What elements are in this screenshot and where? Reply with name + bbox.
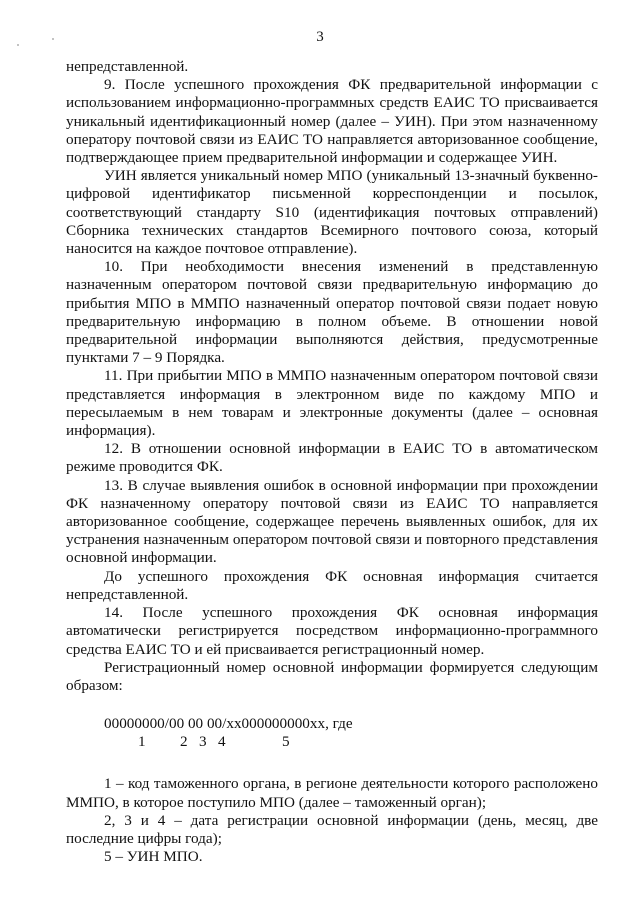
- reg-number-indices: [66, 733, 598, 755]
- legend-item-1: 1 – код таможенного органа, в регионе деятельности которого расположено ММПО, в которое поступило МПО (далее – таможенный орган);: [66, 775, 598, 811]
- spacer: [66, 755, 598, 775]
- legend-item-5: 5 – УИН МПО.: [104, 848, 203, 866]
- page-number: 3: [316, 29, 324, 45]
- paragraph-continuation: непредставленной.: [66, 58, 189, 75]
- index-2: 2: [180, 733, 188, 751]
- paragraph-reg-number-intro: Регистрационный номер основной информации формируется следующим образом:: [66, 658, 598, 694]
- paragraph-item-13-note: До успешного прохождения ФК основная информация считается непредставленной.: [66, 567, 598, 603]
- index-5: 5: [282, 733, 290, 751]
- reg-number-format: 00000000/00 00 00/хх000000000хх, где: [104, 715, 353, 733]
- spacer: [66, 695, 598, 715]
- legend-item-2-3-4: 2, 3 и 4 – дата регистрации основной информации (день, месяц, две последние цифры года);: [66, 811, 598, 847]
- paragraph-uin-definition: УИН является уникальный номер МПО (уникальный 13-значный буквенно-цифровой идентификатор письменной корреспонденции и посылок, соответствующий стандарту S10 (идентификация почтовых отправлений) Сборника технических стандартов Всемирного почтового союза, который наносится на каждое почтовое отправление).: [66, 167, 598, 258]
- paragraph-item-12: 12. В отношении основной информации в ЕАИС ТО в автоматическом режиме проводится ФК.: [66, 440, 598, 476]
- paragraph-item-14: 14. После успешного прохождения ФК основная информация автоматически регистрируется посредством информационно-программного средства ЕАИС ТО и ей присваивается регистрационный номер.: [66, 604, 598, 658]
- paragraph-item-11: 11. При прибытии МПО в ММПО назначенным оператором почтовой связи представляется информация в электронном виде по каждому МПО и пересылаемым в нем товарам и электронные документы (далее – основная информация).: [66, 367, 598, 440]
- paragraph-item-13: 13. В случае выявления ошибок в основной информации при прохождении ФК назначенному оператору почтовой связи из ЕАИС ТО направляется авторизованное сообщение, содержащее перечень выявленных ошибок, для их устранения назначенным оператором почтовой связи и повторного представления основной информации.: [66, 476, 598, 567]
- paragraph-item-9: 9. После успешного прохождения ФК предварительной информации с использованием информационно-программных средств ЕАИС ТО присваивается уникальный идентификационный номер (далее – УИН). При этом назначенному оператору почтовой связи из ЕАИС ТО направляется авторизованное сообщение, подтверждающее прием предварительной информации и содержащее УИН.: [66, 76, 598, 167]
- index-1: 1: [138, 733, 146, 751]
- document-body: [66, 58, 598, 866]
- index-3: 3: [199, 733, 207, 751]
- index-4: 4: [218, 733, 226, 751]
- paragraph-item-10: 10. При необходимости внесения изменений в представленную назначенным оператором почтовой связи предварительную информацию до прибытия МПО в ММПО назначенный оператор почтовой связи подает новую предварительную информацию в полном объеме. В отношении новой предварительной информации выполняются действия, предусмотренные пунктами 7 – 9 Порядка.: [66, 258, 598, 367]
